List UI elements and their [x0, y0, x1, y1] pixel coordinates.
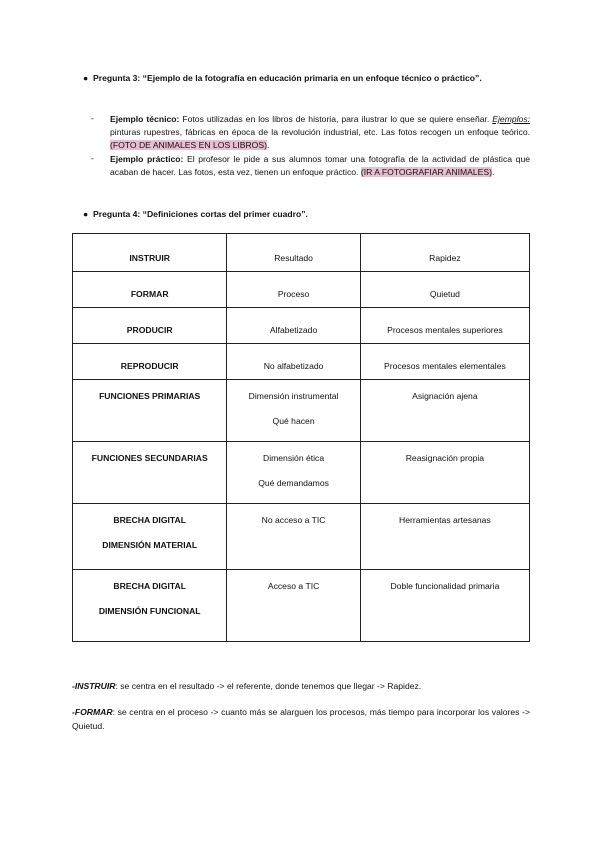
definitions-table — [72, 233, 530, 642]
note-formar — [72, 706, 530, 733]
cell-text: BRECHA DIGITAL — [113, 581, 186, 591]
table-cell-c3 — [360, 308, 529, 344]
table-row — [73, 344, 530, 380]
pregunta-3 — [83, 72, 533, 85]
table-cell-c3 — [360, 234, 529, 272]
cell-text: Resultado — [274, 253, 313, 263]
table-cell-c1 — [73, 234, 227, 272]
cell-text: Dimensión ética — [263, 453, 325, 463]
cell-text: DIMENSIÓN MATERIAL — [102, 540, 198, 550]
bullet-icon: ● — [83, 209, 89, 219]
table-cell-c1 — [73, 308, 227, 344]
cell-text: Qué hacen — [272, 416, 315, 426]
cell-text: Doble funcionalidad primaria — [390, 581, 500, 591]
table-row — [73, 234, 530, 272]
bullet-icon: ● — [83, 73, 89, 83]
dash-marker: - — [91, 153, 94, 163]
table-cell-c1 — [73, 380, 227, 442]
table-cell-c2 — [227, 442, 360, 504]
pregunta-3-label: Pregunta 3: — [93, 73, 141, 83]
cell-text: No alfabetizado — [263, 361, 324, 371]
table-cell-c1 — [73, 344, 227, 380]
table-cell-c3 — [360, 442, 529, 504]
cell-text: Alfabetizado — [269, 325, 318, 335]
table-row — [73, 308, 530, 344]
table-cell-c2 — [227, 308, 360, 344]
cell-text: FORMAR — [130, 289, 169, 299]
ejemplo-tecnico-label: Ejemplo técnico: — [110, 114, 180, 124]
cell-text: INSTRUIR — [129, 253, 170, 263]
dash-marker: - — [91, 113, 94, 123]
cell-text: Herramientas artesanas — [399, 515, 491, 525]
cell-text: FUNCIONES PRIMARIAS — [99, 391, 201, 401]
table-cell-c2 — [227, 234, 360, 272]
cell-text: Quietud — [429, 289, 460, 299]
table-row — [73, 272, 530, 308]
note-instruir — [72, 680, 530, 694]
cell-text: Acceso a TIC — [267, 581, 320, 591]
table-row — [73, 570, 530, 642]
table-cell-c3 — [360, 344, 529, 380]
table-cell-c1 — [73, 570, 227, 642]
ejemplo-tecnico-text: Fotos utilizadas en los libros de historia, para ilustrar lo que se quiere enseñar. — [179, 114, 493, 124]
pregunta-3-text: “Ejemplo de la fotografía en educación primaria en un enfoque técnico o práctico”. — [140, 73, 482, 83]
cell-text: Asignación ajena — [412, 391, 478, 401]
ejemplo-practico-label: Ejemplo práctico: — [110, 154, 184, 164]
ejemplos-text: pinturas rupestres, fábricas en época de la revolución industrial, etc. Las fotos recogen un enfoque teórico. — [110, 127, 530, 137]
pregunta-4-label: Pregunta 4: — [93, 209, 141, 219]
highlight-ir-fotografiar: (IR A FOTOGRAFIAR ANIMALES) — [360, 167, 492, 177]
table-cell-c3 — [360, 380, 529, 442]
table-cell-c3 — [360, 504, 529, 570]
cell-text: FUNCIONES SECUNDARIAS — [91, 453, 208, 463]
table-cell-c3 — [360, 272, 529, 308]
note-formar-term: -FORMAR — [72, 707, 113, 717]
cell-text: No acceso a TIC — [261, 515, 326, 525]
cell-text: Rapidez — [429, 253, 461, 263]
ejemplo-practico-end: . — [492, 167, 495, 177]
table-cell-c2 — [227, 570, 360, 642]
highlight-foto-animales: (FOTO DE ANIMALES EN LOS LIBROS) — [110, 140, 267, 150]
pregunta-4 — [83, 208, 533, 221]
table-cell-c2 — [227, 344, 360, 380]
note-formar-text: : se centra en el proceso -> cuanto más se alarguen los procesos, más tiempo para incorporar los valores -> Quietud. — [72, 707, 530, 731]
cell-text: Reasignación propia — [405, 453, 485, 463]
cell-text: REPRODUCIR — [120, 361, 179, 371]
ejemplo-tecnico-end: . — [266, 140, 270, 150]
table-row — [73, 504, 530, 570]
cell-text: Proceso — [277, 289, 310, 299]
table-cell-c2 — [227, 380, 360, 442]
ejemplo-practico-text: El profesor le pide a sus alumnos tomar una fotografía de la actividad de plástica que acaban de hacer. Las fotos, esta vez, tienen un enfoque práctico. — [110, 154, 530, 177]
table-cell-c2 — [227, 272, 360, 308]
ejemplo-tecnico — [110, 113, 530, 152]
cell-text: BRECHA DIGITAL — [113, 515, 186, 525]
pregunta-4-text: “Definiciones cortas del primer cuadro”. — [140, 209, 308, 219]
table-row — [73, 442, 530, 504]
cell-text: Procesos mentales elementales — [383, 361, 506, 371]
table-cell-c1 — [73, 504, 227, 570]
table-cell-c1 — [73, 442, 227, 504]
note-instruir-term: -INSTRUIR — [72, 681, 116, 691]
table-cell-c1 — [73, 272, 227, 308]
cell-text: DIMENSIÓN FUNCIONAL — [98, 606, 201, 616]
table-row — [73, 380, 530, 442]
cell-text: Dimensión instrumental — [248, 391, 339, 401]
table-cell-c2 — [227, 504, 360, 570]
cell-text: PRODUCIR — [126, 325, 173, 335]
cell-text: Procesos mentales superiores — [387, 325, 503, 335]
note-instruir-text: : se centra en el resultado -> el referente, donde tenemos que llegar -> Rapidez. — [115, 681, 422, 691]
ejemplo-practico — [110, 153, 530, 179]
cell-text: Qué demandamos — [258, 478, 329, 488]
table-cell-c3 — [360, 570, 529, 642]
ejemplos-label: Ejemplos: — [492, 114, 531, 124]
